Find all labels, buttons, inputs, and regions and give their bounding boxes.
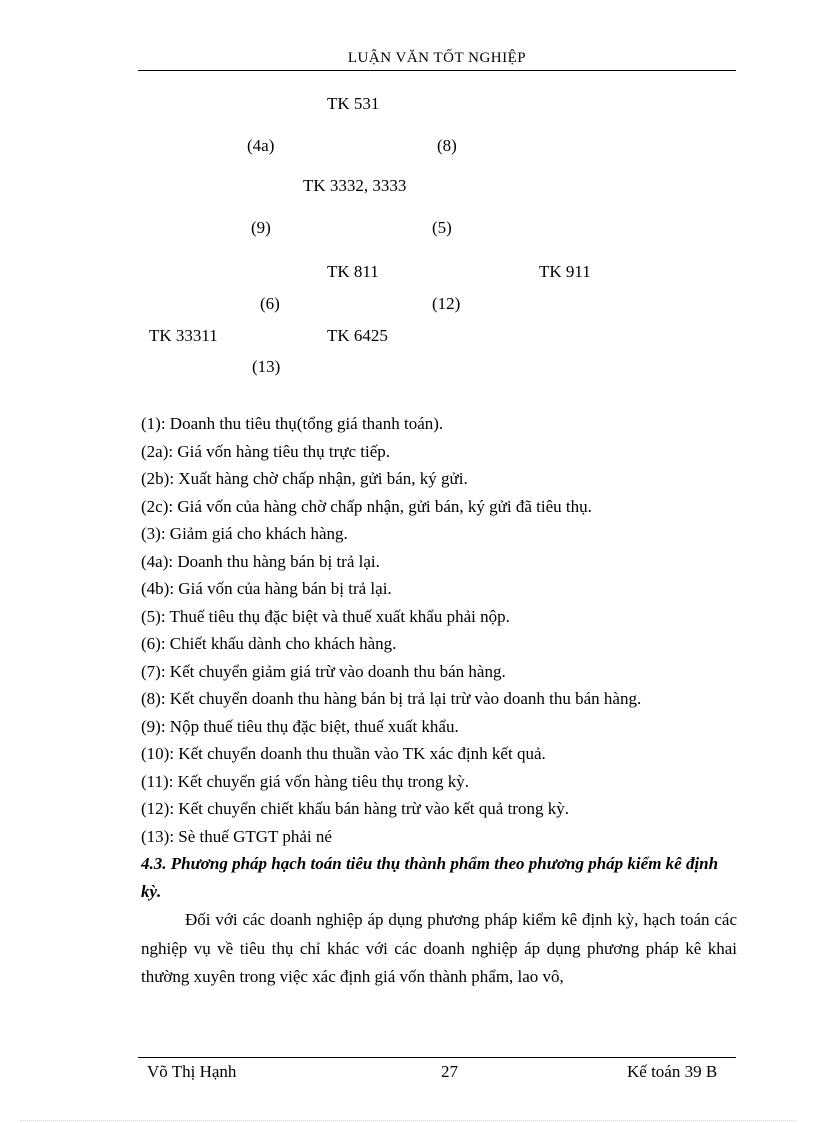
page-edge-dots xyxy=(20,1120,796,1121)
footer-author: Võ Thị Hạnh xyxy=(147,1062,237,1081)
legend-item-3: (3): Giảm giá cho khách hàng. xyxy=(141,524,348,543)
footer-class-name: Kế toán 39 B xyxy=(627,1062,718,1081)
account-tk-3332-3333: TK 3332, 3333 xyxy=(303,176,407,195)
entry-label-12: (12) xyxy=(432,294,461,313)
legend-item-7: (7): Kết chuyển giảm giá trừ vào doanh thu bán hàng. xyxy=(141,661,506,681)
entry-label-4a: (4a) xyxy=(247,136,275,155)
entry-legend xyxy=(141,410,741,850)
body-paragraph: Đối với các doanh nghiệp áp dụng phương pháp kiểm kê định kỳ, hạch toán các nghiệp vụ về tiêu thụ chỉ khác với các doanh nghiệp áp dụng phương pháp kê khai thường xuyên trong việc xác định giá vốn thành phẩm, lao vô, xyxy=(141,910,737,986)
account-tk-6425: TK 6425 xyxy=(327,326,388,345)
account-tk-33311: TK 33311 xyxy=(149,326,218,345)
footer-rule xyxy=(138,1057,736,1058)
legend-item-2c: (2c): Giá vốn của hàng chờ chấp nhận, gửi bán, ký gửi đã tiêu thụ. xyxy=(141,496,592,516)
header-rule xyxy=(138,70,736,71)
legend-item-9: (9): Nộp thuế tiêu thụ đặc biệt, thuế xuất khẩu. xyxy=(141,716,459,736)
legend-item-1: (1): Doanh thu tiêu thụ(tổng giá thanh toán). xyxy=(141,414,444,433)
legend-item-4b: (4b): Giá vốn của hàng bán bị trả lại. xyxy=(141,579,392,598)
page-header-title: LUẬN VĂN TỐT NGHIỆP xyxy=(347,50,527,66)
account-tk-531: TK 531 xyxy=(327,94,380,113)
legend-item-8: (8): Kết chuyển doanh thu hàng bán bị trả lại trừ vào doanh thu bán hàng. xyxy=(141,689,642,708)
legend-item-13: (13): Sè thuế GTGT phải né xyxy=(141,826,332,846)
account-tk-811: TK 811 xyxy=(327,262,379,281)
legend-item-5: (5): Thuế tiêu thụ đặc biệt và thuế xuất khẩu phải nộp. xyxy=(141,606,510,626)
legend-item-2a: (2a): Giá vốn hàng tiêu thụ trực tiếp. xyxy=(141,441,391,461)
entry-label-8: (8) xyxy=(437,136,457,155)
legend-item-4a: (4a): Doanh thu hàng bán bị trả lại. xyxy=(141,551,380,571)
legend-item-6: (6): Chiết khấu dành cho khách hàng. xyxy=(141,634,397,653)
legend-item-11: (11): Kết chuyển giá vốn hàng tiêu thụ trong kỳ. xyxy=(141,771,469,791)
legend-item-2b: (2b): Xuất hàng chờ chấp nhận, gửi bán, ký gửi. xyxy=(141,469,468,488)
entry-label-13: (13) xyxy=(252,357,281,376)
entry-label-5: (5) xyxy=(432,218,452,237)
legend-item-10: (10): Kết chuyển doanh thu thuần vào TK xác định kết quả. xyxy=(141,744,546,763)
entry-label-9: (9) xyxy=(251,218,271,237)
legend-item-12: (12): Kết chuyển chiết khấu bán hàng trừ vào kết quả trong kỳ. xyxy=(141,799,569,818)
footer-page-number: 27 xyxy=(441,1062,458,1081)
account-tk-911: TK 911 xyxy=(539,262,591,281)
entry-label-6: (6) xyxy=(260,294,280,313)
section-heading: 4.3. Phương pháp hạch toán tiêu thụ thành phẩm theo phương pháp kiểm kê định kỳ. xyxy=(141,854,719,901)
